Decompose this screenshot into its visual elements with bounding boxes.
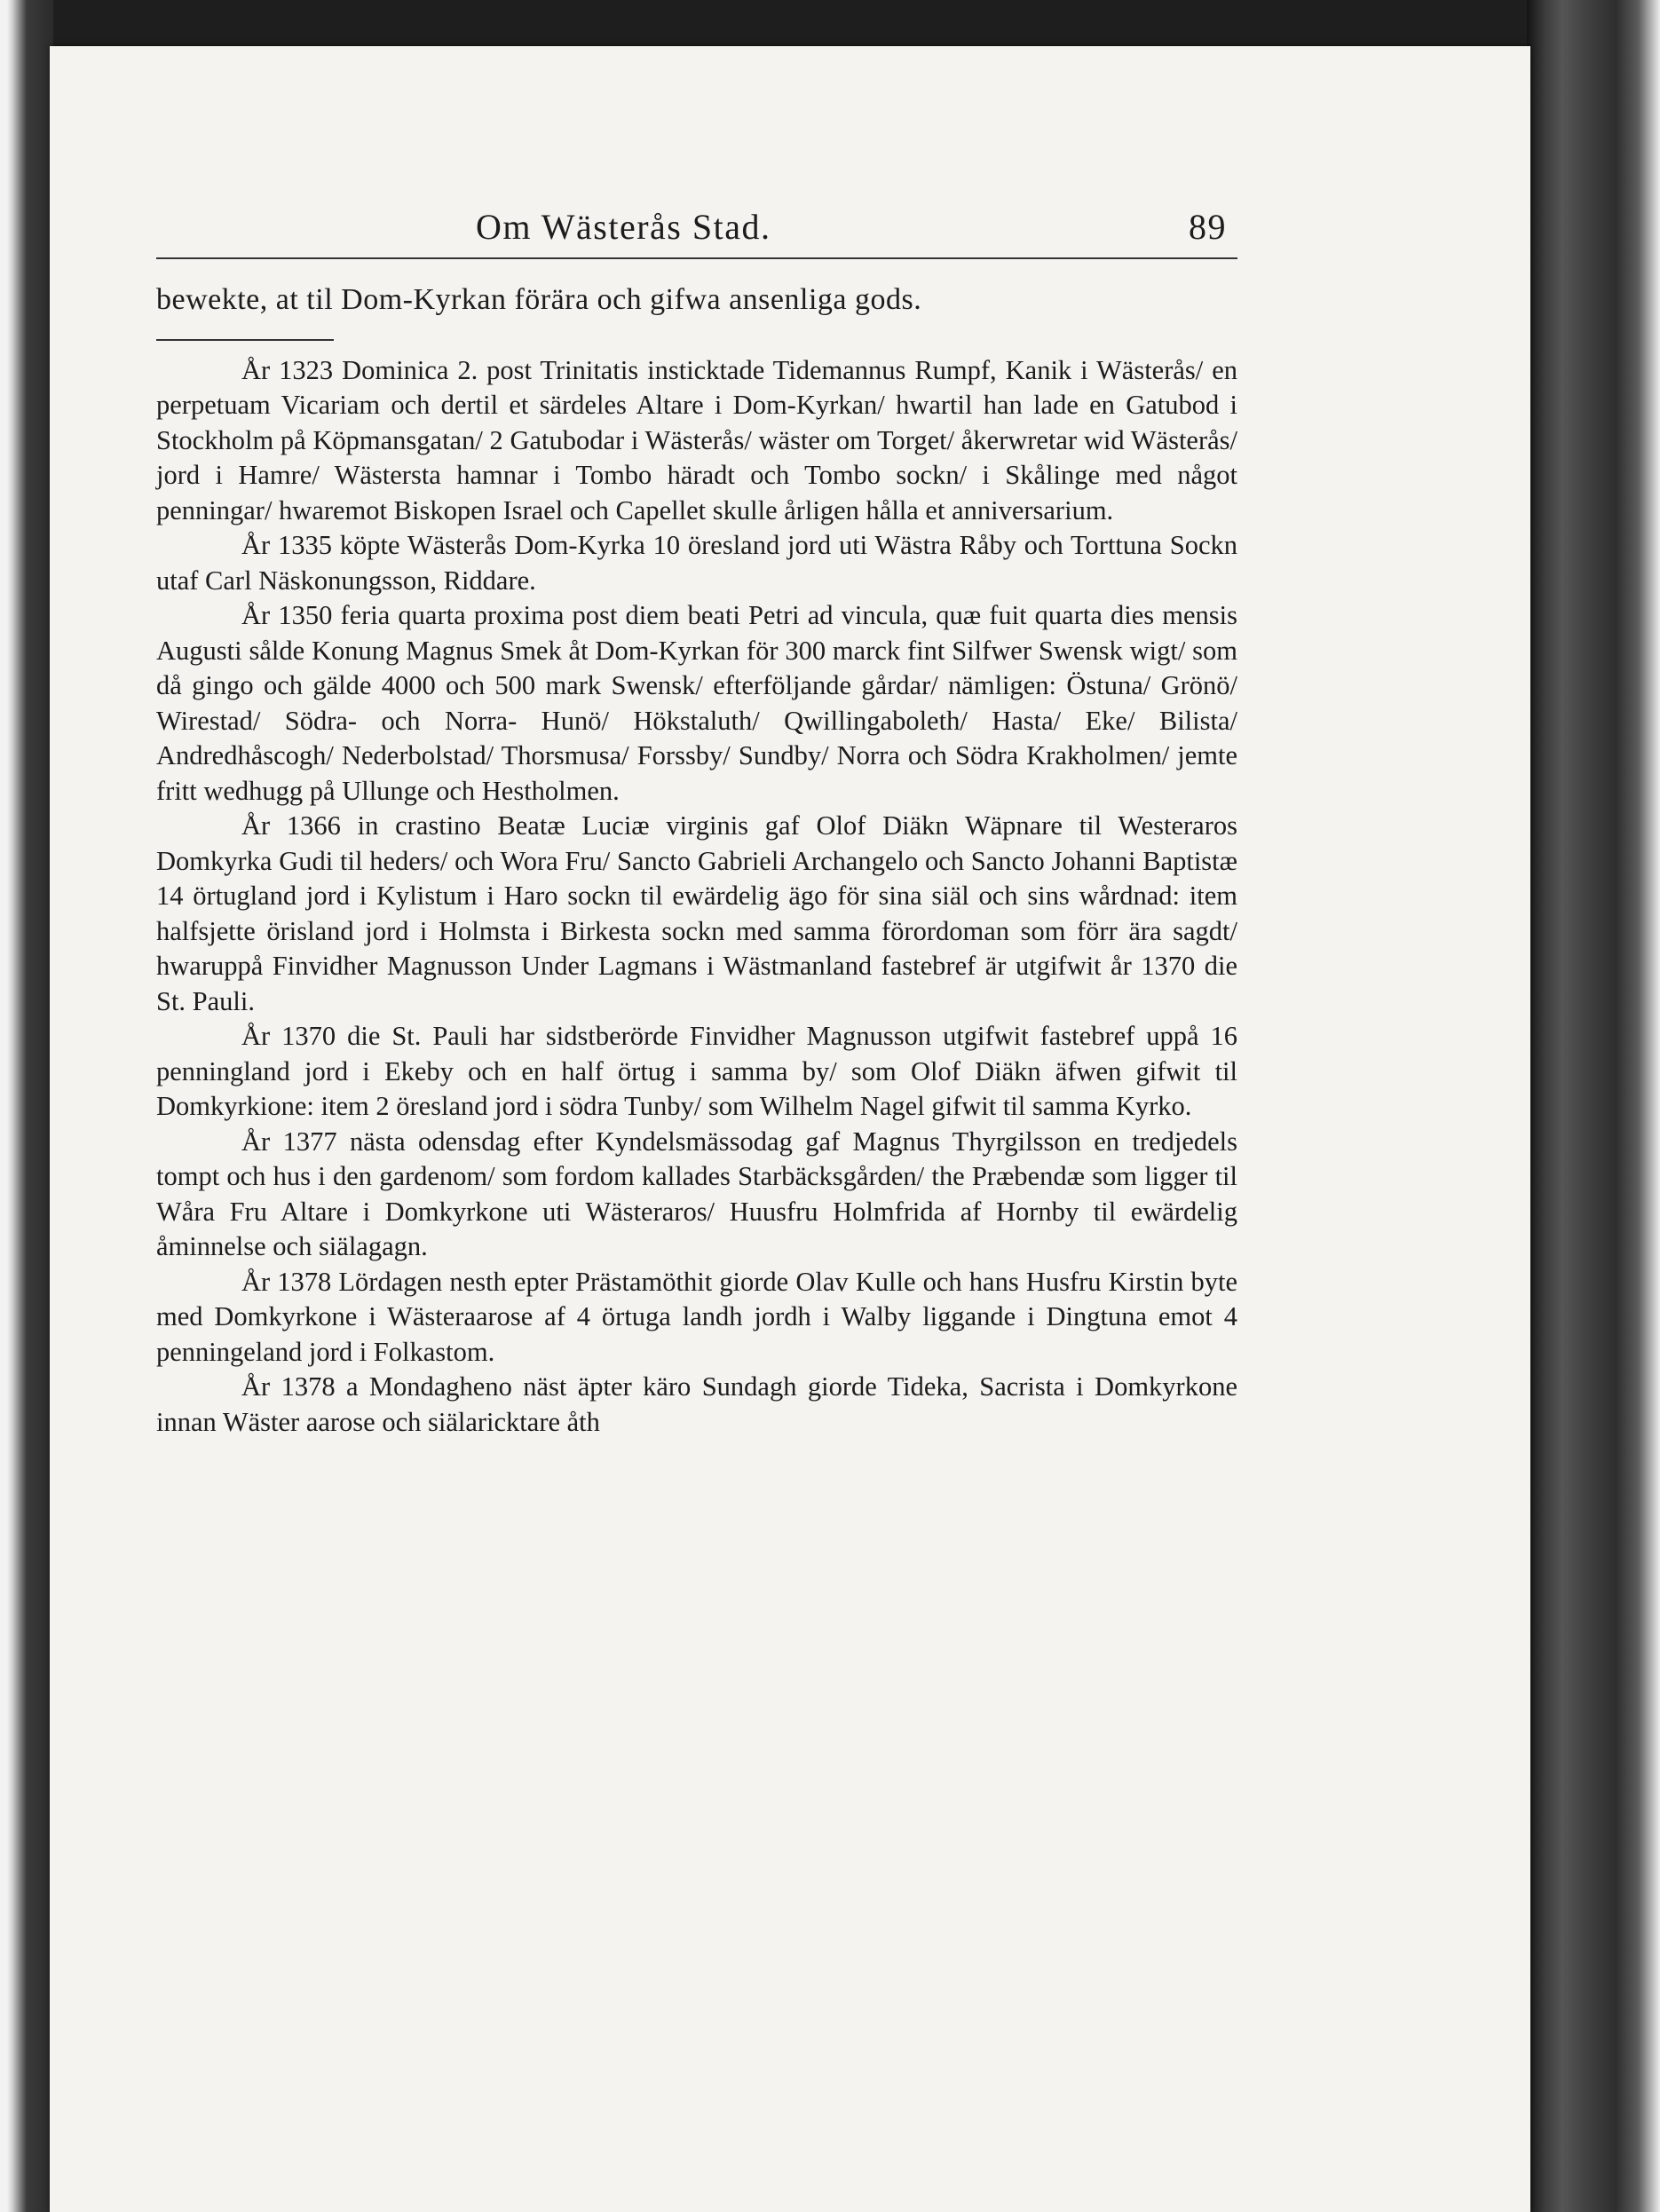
paragraph: År 1366 in crastino Beatæ Luciæ virginis gaf Olof Diäkn Wäpnare til Westeraros Domkyrka Gudi til heders/ och Wora Fru/ Sancto Gabrieli Archangelo och Sancto Johanni Baptistæ 14 örtugland jord i Kylistum i Haro sockn til ewärdelig ägo för sina siäl och sins wårdnad: item halfsjette örisland jord i Holmsta i Birkesta sockn med samma förordoman som förr ära sagdt/ hwaruppå Finvidher Magnusson Under Lagmans i Wästmanland fastebref är utgifwit år 1370 die St. Pauli. — [156, 810, 1237, 1016]
page-content — [156, 204, 1237, 1440]
section-divider — [156, 339, 334, 341]
page-number: 89 — [1189, 207, 1227, 247]
running-title: Om Wästerås Stad. — [476, 207, 771, 247]
paragraph: År 1377 nästa odensdag efter Kyndelsmässodag gaf Magnus Thyrgilsson en tredjedels tompt och hus i den gardenom/ som fordom kallades Starbäcksgården/ the Præbendæ som ligger til Wåra Fru Altare i Domkyrkone uti Wästeraros/ Huusfru Holmfrida af Hornby til ewärdelig åminnelse och siälagagn. — [156, 1126, 1237, 1261]
body-text — [156, 282, 1237, 1440]
paragraph: År 1323 Dominica 2. post Trinitatis insticktade Tidemannus Rumpf, Kanik i Wästerås/ en perpetuam Vicariam och dertil et särdeles Altare i Dom-Kyrkan/ hwartil han lade en Gatubod i Stockholm på Köpmansgatan/ 2 Gatubodar i Wästerås/ wäster om Torget/ åkerwretar wid Wästerås/ jord i Hamre/ Wästersta hamnar i Tombo häradt och Tombo sockn/ i Skålinge med något penningar/ hwaremot Biskopen Israel och Capellet skulle årligen hålla et anniversarium. — [156, 354, 1237, 525]
paragraph: År 1335 köpte Wästerås Dom-Kyrka 10 öresland jord uti Wästra Råby och Torttuna Sockn utaf Carl Näskonungsson, Riddare. — [156, 530, 1237, 596]
book-spine — [1527, 0, 1660, 2212]
paragraph: År 1370 die St. Pauli har sidstberörde Finvidher Magnusson utgifwit fastebref uppå 16 penningland jord i Ekeby och en half örtug i samma by/ som Olof Diäkn äfwen gifwit til Domkyrkione: item 2 öresland jord i södra Tunby/ som Wilhelm Nagel gifwit til samma Kyrko. — [156, 1021, 1237, 1121]
paragraph: bewekte, at til Dom-Kyrkan förära och gifwa ansenliga gods. — [156, 283, 922, 316]
paragraph: År 1378 a Mondagheno näst äpter käro Sundagh giorde Tideka, Sacrista i Domkyrkone innan Wäster aarose och siälaricktare åth — [156, 1371, 1237, 1437]
scan-left-margin — [0, 0, 53, 2212]
paragraph: År 1350 feria quarta proxima post diem beati Petri ad vincula, quæ fuit quarta dies mensis Augusti sålde Konung Magnus Smek åt Dom-Kyrkan för 300 marck fint Silfwer Swensk wigt/ som då gingo och gälde 4000 och 500 mark Swensk/ efterföljande gårdar/ nämligen: Östuna/ Grönö/ Wirestad/ Södra- och Norra- Hunö/ Hökstaluth/ Qwillingaboleth/ Hasta/ Eke/ Bilista/ Andredhåscogh/ Nederbolstad/ Thorsmusa/ Forssby/ Sundby/ Norra och Södra Krakholmen/ jemte fritt wedhugg på Ullunge och Hestholmen. — [156, 600, 1237, 806]
running-header — [156, 204, 1237, 259]
paragraph: År 1378 Lördagen nesth epter Prästamöthit giorde Olav Kulle och hans Husfru Kirstin byte med Domkyrkone i Wästeraarose af 4 örtuga landh jordh i Walby liggande i Dingtuna emot 4 penningeland jord i Folkastom. — [156, 1266, 1237, 1367]
book-page — [50, 46, 1530, 2212]
